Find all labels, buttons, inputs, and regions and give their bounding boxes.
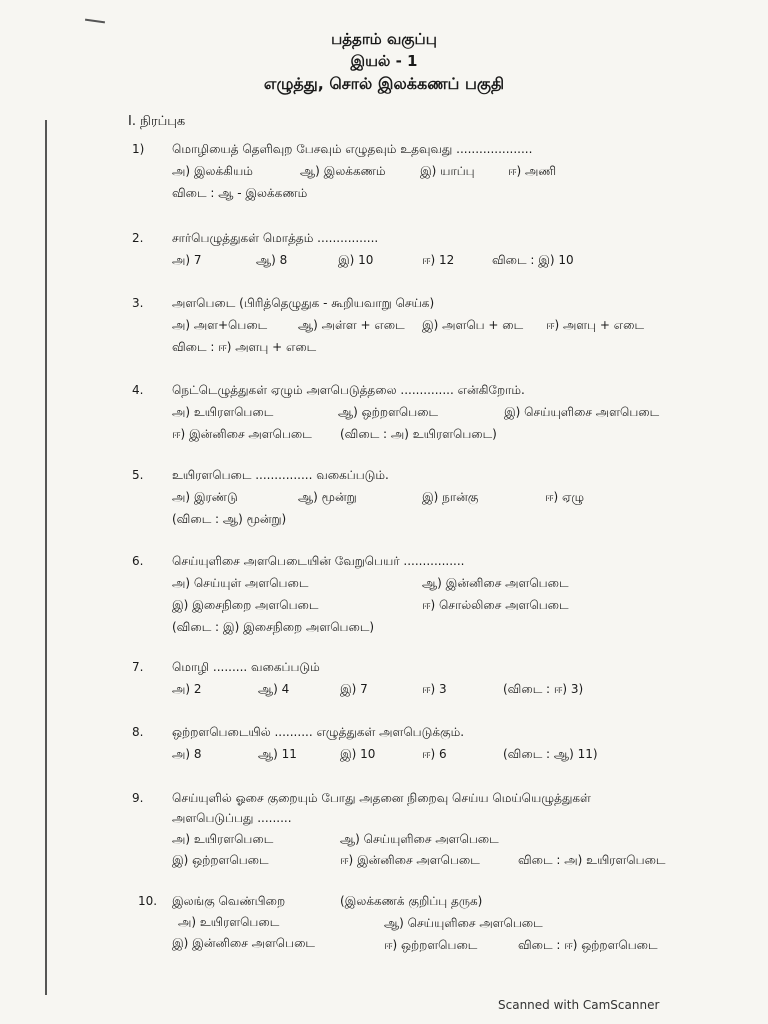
answer: (விடை : இ) இசைநிறை அளபெடை): [172, 620, 375, 634]
section-title: I. நிரப்புக: [128, 114, 186, 129]
option-d: ஈ) ஒற்றளபெடை: [384, 938, 478, 952]
unit-title: இயல் - 1: [350, 52, 418, 70]
option-d: ஈ) அளபு + எடை: [546, 318, 645, 332]
option-b: ஆ) செய்யுளிசை அளபெடை: [384, 916, 543, 930]
option-b: ஆ) 4: [258, 682, 290, 696]
option-c: இ) இசைநிறை அளபெடை: [172, 598, 319, 612]
scanner-watermark: Scanned with CamScanner: [498, 998, 660, 1012]
option-b: ஆ) 8: [256, 253, 288, 267]
option-a: அ) 8: [172, 747, 202, 761]
option-d: ஈ) ஏழு: [545, 490, 585, 504]
answer: விடை : அ) உயிரளபெடை: [518, 853, 666, 867]
question-number: 7.: [132, 660, 144, 674]
option-d: ஈ) இன்னிசை அளபெடை: [172, 427, 312, 441]
option-d: ஈ) இன்னிசை அளபெடை: [340, 853, 480, 867]
question-number: 1): [132, 142, 145, 156]
option-c: இ) 10: [338, 253, 374, 267]
option-c: இ) அளபெ + டை: [422, 318, 524, 332]
answer: (விடை : ஈ) 3): [503, 682, 584, 696]
option-b: ஆ) செய்யுளிசை அளபெடை: [340, 832, 499, 846]
option-a: அ) இலக்கியம்: [172, 164, 253, 178]
question-number: 3.: [132, 296, 144, 310]
question-text: உயிரளபெடை ............... வகைப்படும்.: [172, 468, 389, 482]
answer: (விடை : ஆ) மூன்று): [172, 512, 287, 526]
question-instruction: (இலக்கணக் குறிப்பு தருக): [340, 894, 483, 908]
option-c: இ) ஒற்றளபெடை: [172, 853, 269, 867]
question-number: 10.: [138, 894, 158, 908]
option-c: இ) நான்கு: [422, 490, 479, 504]
question-text: மொழியைத் தெளிவுற பேசவும் எழுதவும் உதவுவது ....................: [172, 142, 533, 156]
question-number: 4.: [132, 383, 144, 397]
option-a: அ) செய்யுள் அளபெடை: [172, 576, 309, 590]
option-d: ஈ) சொல்லிசை அளபெடை: [422, 598, 569, 612]
option-d: ஈ) 12: [422, 253, 455, 267]
answer: விடை : ஆ - இலக்கணம்: [172, 186, 308, 200]
answer: விடை : இ) 10: [492, 253, 574, 267]
question-text: சார்பெழுத்துகள் மொத்தம் ................: [172, 231, 379, 245]
answer: விடை : ஈ) ஒற்றளபெடை: [518, 938, 658, 952]
option-c: இ) யாப்பு: [420, 164, 475, 178]
option-a: அ) 2: [172, 682, 202, 696]
option-a: அ) 7: [172, 253, 202, 267]
question-number: 8.: [132, 725, 144, 739]
question-number: 5.: [132, 468, 144, 482]
answer: விடை : ஈ) அளபு + எடை: [172, 340, 317, 354]
option-c: இ) 7: [340, 682, 368, 696]
question-text: ஒற்றளபெடையில் .......... எழுத்துகள் அளபெடுக்கும்.: [172, 725, 465, 739]
question-text: நெட்டெழுத்துகள் ஏழும் அளபெடுத்தலை .............. என்கிறோம்.: [172, 383, 525, 397]
answer: (விடை : அ) உயிரளபெடை): [340, 427, 497, 441]
answer: (விடை : ஆ) 11): [503, 747, 598, 761]
option-b: ஆ) இன்னிசை அளபெடை: [422, 576, 569, 590]
question-number: 2.: [132, 231, 144, 245]
option-d: ஈ) அணி: [508, 164, 557, 178]
option-d: ஈ) 6: [422, 747, 447, 761]
topic-title: எழுத்து, சொல் இலக்கணப் பகுதி: [263, 74, 505, 93]
question-number: 6.: [132, 554, 144, 568]
question-text: அளபெடை (பிரித்தெழுதுக - கூறியவாறு செய்க): [172, 296, 435, 310]
question-text: மொழி ......... வகைப்படும்: [172, 660, 320, 674]
question-number: 9.: [132, 791, 144, 805]
scan-edge-shadow: [45, 120, 47, 995]
option-c: இ) செய்யுளிசை அளபெடை: [504, 405, 660, 419]
question-text-continued: அளபெடுப்பது .........: [172, 811, 292, 825]
question-text: செய்யுளில் ஓசை குறையும் போது அதனை நிறைவு செய்ய மெய்யெழுத்துகள்: [172, 791, 591, 805]
option-a: அ) அள+பெடை: [172, 318, 268, 332]
option-b: ஆ) மூன்று: [298, 490, 357, 504]
option-a: அ) உயிரளபெடை: [178, 915, 280, 929]
scan-mark: [85, 19, 105, 24]
option-b: ஆ) இலக்கணம்: [300, 164, 386, 178]
option-a: அ) உயிரளபெடை: [172, 832, 274, 846]
option-b: ஆ) ஒற்றளபெடை: [338, 405, 439, 419]
option-a: அ) இரண்டு: [172, 490, 238, 504]
option-c: இ) இன்னிசை அளபெடை: [172, 936, 315, 950]
option-c: இ) 10: [340, 747, 376, 761]
option-b: ஆ) அள்ள + எடை: [298, 318, 405, 332]
class-title: பத்தாம் வகுப்பு: [331, 30, 437, 48]
question-text: செய்யுளிசை அளபெடையின் வேறுபெயர் ................: [172, 554, 465, 568]
option-b: ஆ) 11: [258, 747, 297, 761]
option-a: அ) உயிரளபெடை: [172, 405, 274, 419]
option-d: ஈ) 3: [422, 682, 447, 696]
question-text: இலங்கு வெண்பிறை: [172, 894, 286, 908]
